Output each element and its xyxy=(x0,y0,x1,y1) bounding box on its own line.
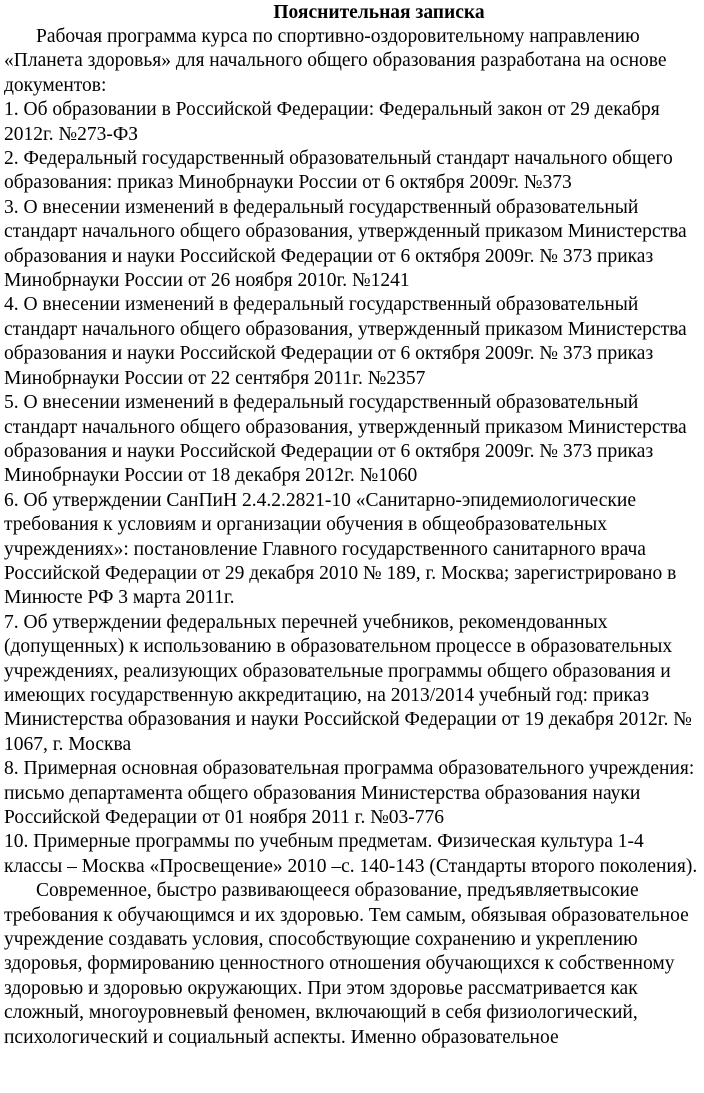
list-item: 6. Об утверждении СанПиН 2.4.2.2821-10 «Санитарно-эпидемиологические требования к условиям и организации обучения в общеобразовательных учреждениях»: постановление Главного государственного санитарного врача Российской Федерации от 29 декабря 2010 № 189, г. Москва; зарегистрировано в Минюсте РФ 3 марта 2011г. xyxy=(4,489,677,609)
list-item: 5. О внесении изменений в федеральный государственный образовательный стандарт начального общего образования, утвержденный приказом Министерства образования и науки Российской Федерации от 6 октября 2009г. № 373 приказ Минобрнауки России от 18 декабря 2012г. №1060 xyxy=(4,392,687,487)
closing-paragraph: Современное, быстро развивающееся образование, предъявляетвысокие требования к обучающимся и их здоровью. Тем самым, обязывая образовательное учреждение создавать условия, способствующие сохранению и укреплению здоровья, формированию ценностного отношения обучающихся к собственному здоровью и здоровью окружающих. При этом здоровье рассматривается как сложный, многоуровневый феномен, включающий в себя физиологический, психологический и социальный аспекты. Именно образовательное xyxy=(4,880,689,1048)
list-item: 3. О внесении изменений в федеральный государственный образовательный стандарт начального общего образования, утвержденный приказом Министерства образования и науки Российской Федерации от 6 октября 2009г. № 373 приказ Минобрнауки России от 26 ноября 2010г. №1241 xyxy=(4,196,687,292)
list-item: 8. Примерная основная образовательная программа образовательного учреждения: письмо департамента общего образования Министерства образования науки Российской Федерации от 01 ноября 2011 г. №03-776 xyxy=(4,758,695,828)
document-list xyxy=(4,98,700,879)
list-item: 4. О внесении изменений в федеральный государственный образовательный стандарт начального общего образования, утвержденный приказом Министерства образования и науки Российской Федерации от 6 октября 2009г. № 373 приказ Минобрнауки России от 22 сентября 2011г. №2357 xyxy=(4,294,687,389)
list-item: 1. Об образовании в Российской Федерации: Федеральный закон от 29 декабря 2012г. №273-ФЗ xyxy=(4,99,660,145)
list-item: 7. Об утверждении федеральных перечней учебников, рекомендованных (допущенных) к использованию в образовательном процессе в образовательных учреждениях, реализующих образовательные программы общего образования и имеющих государственную аккредитацию, на 2013/2014 учебный год: приказ Министерства образования и науки Российской Федерации от 19 декабря 2012г. № 1067, г. Москва xyxy=(4,611,692,755)
list-item: 2. Федеральный государственный образовательный стандарт начального общего образования: приказ Минобрнауки России от 6 октября 2009г. №373 xyxy=(4,148,673,194)
list-item: 10. Примерные программы по учебным предметам. Физическая культура 1-4 классы – Москва «Просвещение» 2010 –с. 140-143 (Стандарты второго поколения). xyxy=(4,831,698,877)
document-title: Пояснительная записка xyxy=(273,2,485,23)
intro-paragraph: Рабочая программа курса по спортивно-оздоровительному направлению «Планета здоровья» для начального общего образования разработана на основе документов: xyxy=(4,26,667,96)
document-page xyxy=(0,1,704,1093)
